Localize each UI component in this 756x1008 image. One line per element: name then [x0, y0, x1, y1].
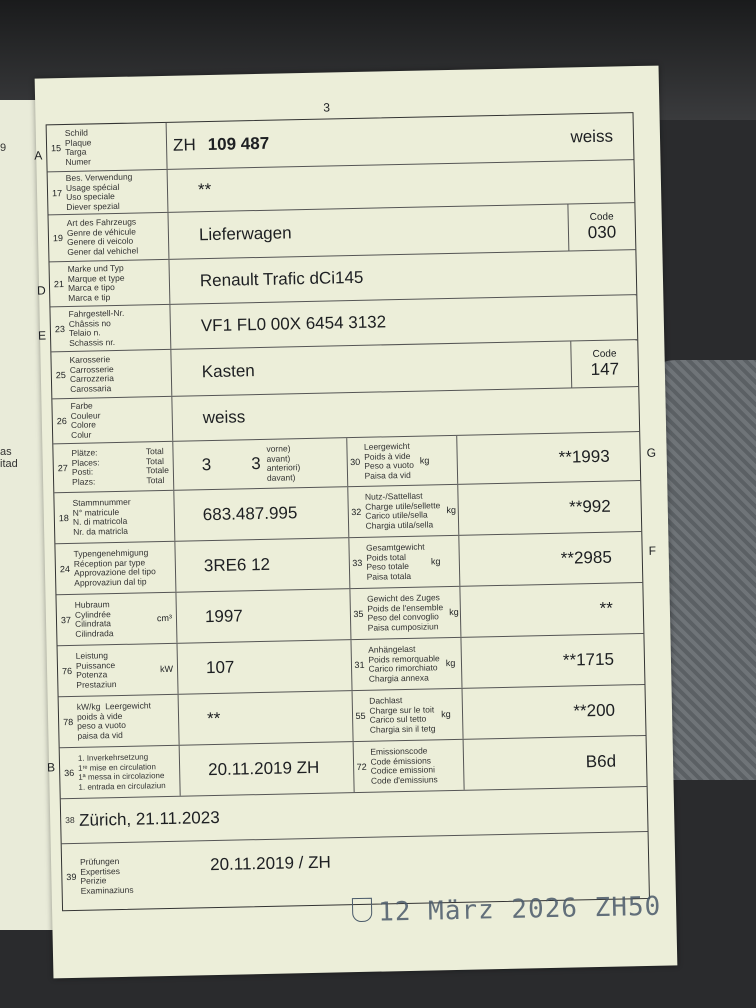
- field-label: Karosserie Carrosserie Carrozzeria Carossaria: [69, 354, 114, 394]
- stamp-crest-icon: [352, 898, 372, 922]
- code-value: 147: [590, 358, 620, 379]
- power-weight-value: **: [206, 708, 221, 729]
- field-number: 21: [53, 279, 65, 290]
- field-label: Plätze: Places: Posti: Plazs:: [71, 447, 100, 487]
- empty-weight-value: **1993: [558, 446, 610, 467]
- seats-front-value: 3: [251, 453, 261, 474]
- body-code-box: [570, 340, 638, 387]
- field-label: Anhängelast Poids remorquable Carico rimorchiato Chargia annexa: [368, 643, 440, 684]
- emission-code-value: B6d: [585, 751, 617, 772]
- chassis-number-value: VF1 FL0 00X 6454 3132: [200, 312, 387, 336]
- roof-load-value: **200: [573, 700, 616, 721]
- color-value: weiss: [202, 407, 246, 428]
- unit-label: kg: [446, 504, 457, 516]
- field-number: 76: [61, 665, 73, 677]
- inspections-value: 20.11.2019 / ZH: [209, 852, 331, 875]
- field-number: 78: [63, 716, 74, 728]
- field-label: kW/kg Leergewicht poids à vide peso a vuoto paisa da vid: [76, 700, 152, 741]
- body-value: Kasten: [201, 361, 255, 382]
- matricule-value: 683.487.995: [202, 503, 298, 525]
- side-letter: G: [646, 445, 657, 460]
- registration-table: [46, 112, 650, 911]
- field-number: 17: [51, 188, 63, 199]
- field-number: 27: [57, 463, 68, 474]
- field-number: 32: [351, 506, 362, 518]
- field-number: 26: [56, 416, 67, 427]
- plate-canton: ZH: [172, 135, 196, 155]
- field-number: 31: [354, 659, 365, 671]
- field-number: 38: [65, 815, 75, 826]
- field-number: 33: [352, 557, 363, 569]
- field-number: 39: [66, 871, 77, 883]
- seats-total-value: 3: [201, 455, 212, 475]
- field-label: Schild Plaque Targa Numer: [64, 127, 92, 167]
- vehicle-type-value: Lieferwagen: [198, 223, 292, 245]
- field-label: Typengenehmigung Réception par type Approvazione del tipo Approvaziun dal tip: [73, 547, 156, 588]
- power-value: 107: [205, 657, 235, 678]
- field-label: Leergewicht Poids à vide Peso a vuoto Paisa da vid: [363, 440, 415, 481]
- plate-number: 109 487: [207, 133, 270, 155]
- train-weight-value: **: [599, 598, 614, 618]
- total-weight-value: **2985: [560, 547, 612, 568]
- type-approval-value: 3RE6 12: [203, 554, 271, 576]
- field-number: 30: [350, 456, 361, 468]
- first-registration-value: 20.11.2019 ZH: [207, 757, 320, 780]
- unit-label: cm³: [156, 612, 173, 624]
- unit-label: kg: [445, 657, 456, 669]
- side-letter: F: [648, 543, 657, 558]
- unit-label: kg: [430, 556, 441, 567]
- field-label: Nutz-/Sattellast Charge utile/sellette Carico utile/sella Chargia utila/sella: [364, 490, 441, 531]
- field-number: 35: [353, 608, 364, 620]
- unit-label: kg: [419, 455, 430, 466]
- field-label: Gesamtgewicht Poids total Peso totale Paisa totala: [365, 541, 425, 582]
- field-label: Farbe Couleur Colore Colur: [70, 400, 101, 440]
- side-letter: E: [37, 328, 47, 343]
- field-label: Gewicht des Zuges Poids de l'ensemble Peso del convoglio Paisa cumposiziun: [367, 592, 444, 633]
- seats-front-note: vorne) avant) anteriori) davant): [266, 443, 301, 483]
- field-number: 25: [55, 370, 66, 381]
- field-number: 37: [60, 614, 72, 626]
- code-label: Code: [589, 211, 614, 223]
- page-number: 3: [323, 100, 331, 115]
- field-number: 24: [59, 564, 71, 575]
- field-label: Emissionscode Code émissions Codice emissioni Code d'emissiuns: [370, 745, 438, 786]
- unit-label: kg: [449, 606, 459, 618]
- field-label: 1. Inverkehrsetzung 1ʳᵉ mise en circulation 1ª messa in circolazione 1. entrada en circulaziun: [77, 752, 166, 792]
- side-letter: D: [36, 283, 46, 298]
- trailer-load-value: **1715: [562, 649, 615, 670]
- field-number: 55: [355, 710, 366, 722]
- vehicle-type-code-box: [567, 203, 635, 250]
- field-label: Art des Fahrzeugs Genre de véhicule Genere di veicolo Gener dal vehichel: [66, 216, 139, 257]
- special-use-value: **: [197, 179, 212, 200]
- vehicle-registration-document: [35, 66, 678, 979]
- issue-place-date-value: Zürich, 21.11.2023: [78, 807, 220, 830]
- payload-value: **992: [568, 496, 611, 517]
- unit-label: kg: [441, 709, 451, 720]
- code-value: 030: [587, 221, 617, 242]
- displacement-value: 1997: [204, 606, 243, 627]
- field-label: Leistung Puissance Potenza Prestaziun: [75, 650, 117, 690]
- unit-label: kW: [159, 663, 174, 675]
- field-label: Hubraum Cylindrée Cilindrata Cilindrada: [74, 599, 114, 639]
- field-sublabel: Total Total Totale Total: [145, 446, 169, 485]
- side-letter: B: [46, 760, 56, 775]
- field-label: Bes. Verwendung Usage spécial Uso speciale Diever spezial: [65, 171, 133, 212]
- code-label: Code: [592, 348, 617, 360]
- make-model-value: Renault Trafic dCi145: [199, 267, 364, 291]
- plate-color: weiss: [570, 126, 614, 147]
- left-fragment-text: 9: [0, 142, 7, 154]
- field-number: 19: [52, 233, 64, 244]
- field-number: 23: [54, 324, 66, 335]
- field-number: 72: [356, 761, 367, 773]
- field-label: Prüfungen Expertises Perizie Examinaziuns: [79, 856, 134, 896]
- field-label: Marke und Typ Marque et type Marca e tipo Marca e tip: [67, 262, 125, 303]
- inspection-stamp: 12 März 2026 ZH50: [377, 891, 662, 928]
- left-fragment-text: itad: [0, 458, 18, 470]
- field-label: Fahrgestell-Nr. Châssis no Telaio n. Schassis nr.: [68, 307, 125, 348]
- field-label: Stammnummer N° matricule N. di matricola Nr. da matricla: [72, 496, 131, 537]
- field-label: Dachlast Charge sur le toit Carico sul tetto Chargia sin il tetg: [369, 695, 436, 735]
- side-letter: A: [34, 148, 43, 163]
- field-number: 15: [51, 143, 62, 154]
- field-number: 36: [64, 767, 75, 779]
- left-fragment-text: as: [0, 446, 12, 458]
- field-number: 18: [58, 513, 69, 524]
